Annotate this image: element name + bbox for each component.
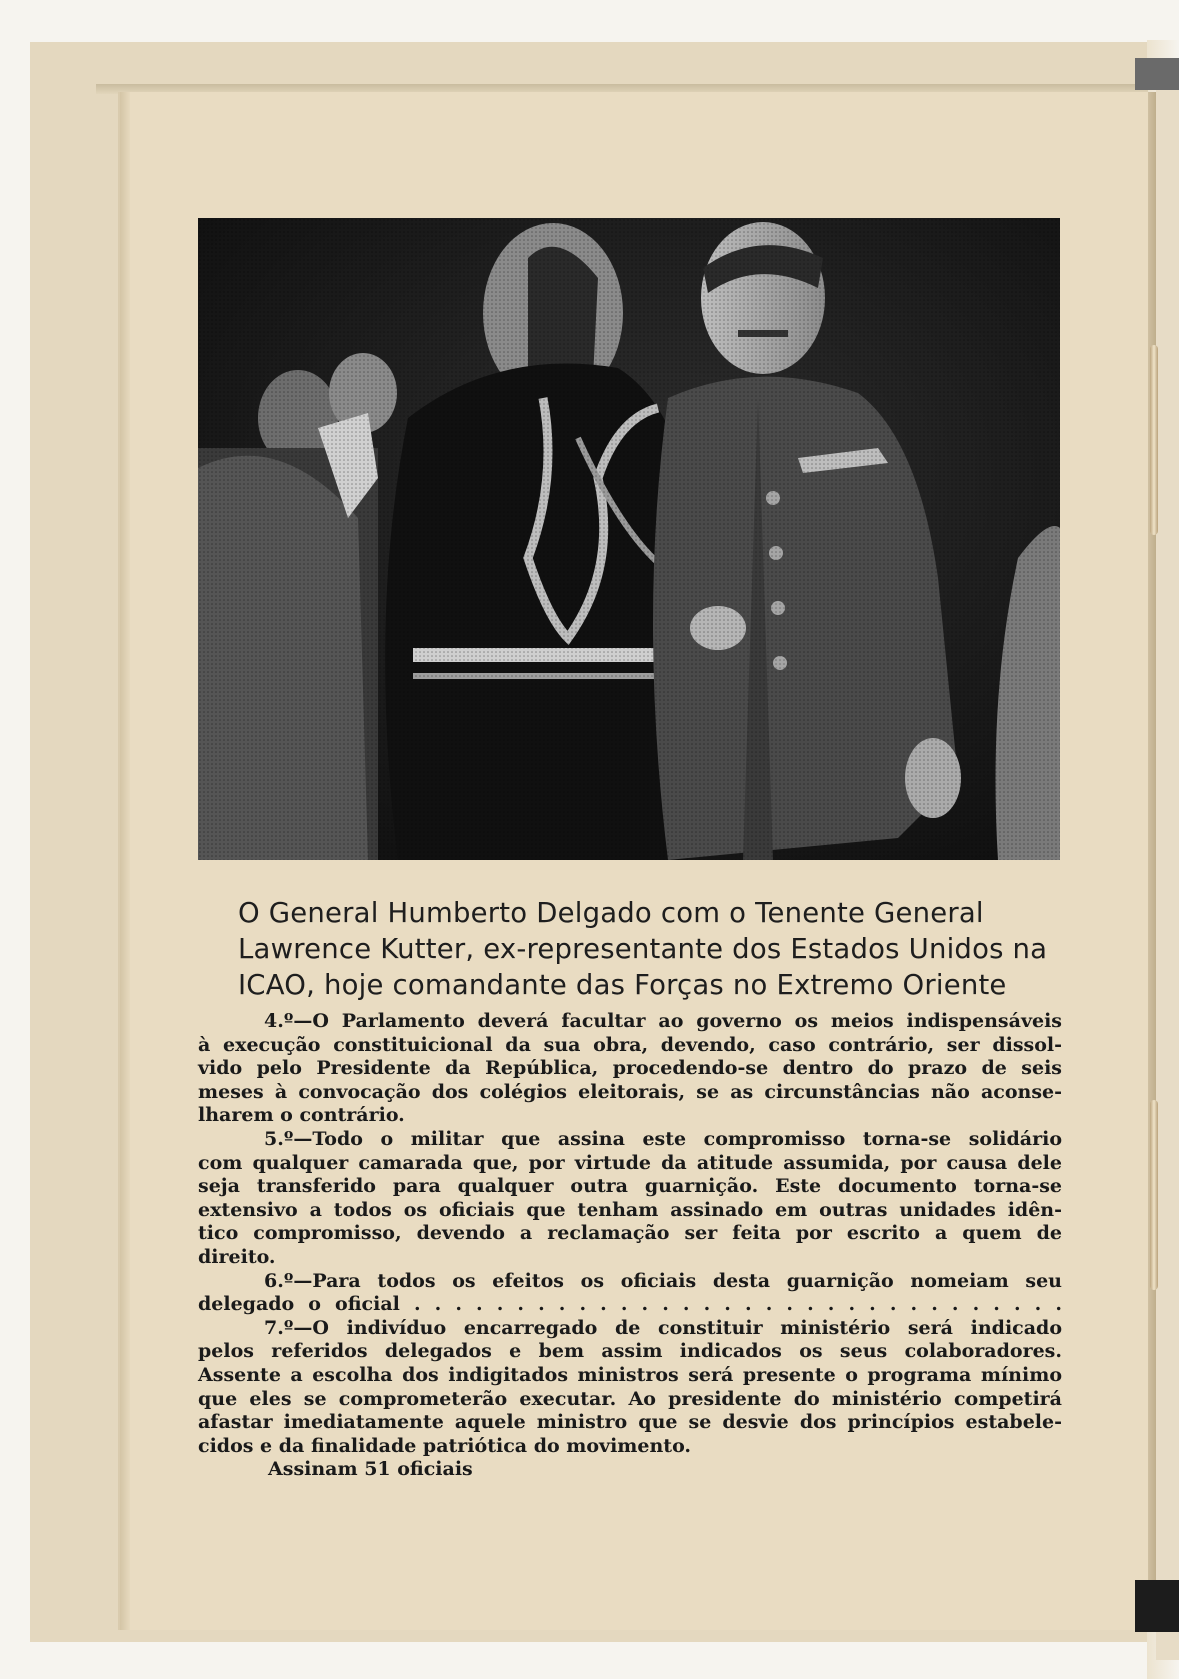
caption-line: O General Humberto Delgado com o Tenente General: [238, 897, 984, 929]
paragraph-4-line: lharem o contrário.: [198, 1104, 405, 1127]
paragraph-5-line: tico compromisso, devendo a reclamação ser feita por escrito a quem de: [198, 1222, 1062, 1245]
paragraph-5-line: direito.: [198, 1245, 276, 1268]
paragraph-7-line: que eles se comprometerão executar. Ao presidente do ministério competirá: [198, 1387, 1062, 1410]
photo-caption: [238, 895, 1048, 1003]
paragraph-5-line: 5.º—Todo o militar que assina este compromisso torna-se solidário: [264, 1127, 1062, 1150]
paragraph-7-line: pelos referidos delegados e bem assim indicados os seus colaboradores.: [198, 1340, 1062, 1363]
next-page-strip: [1156, 60, 1179, 1660]
booklet-spine: [1148, 92, 1156, 1630]
scan-corner-bottom: [1135, 1580, 1179, 1632]
scan-corner-top: [1135, 58, 1179, 90]
page-binding-left: [120, 92, 130, 1630]
paragraph-7-line: Assente a escolha dos indigitados ministros será presente o programa mínimo: [198, 1363, 1062, 1386]
paragraph-5-line: seja transferido para qualquer outra guarnição. Este documento torna-se: [198, 1175, 1062, 1198]
paragraph-5-line: com qualquer camarada que, por virtude da atitude assumida, por causa dele: [198, 1151, 1062, 1174]
paragraph-6-line: 6.º—Para todos os efeitos os oficiais desta guarnição nomeiam seu: [264, 1269, 1062, 1292]
caption-line: Lawrence Kutter, ex-representante dos Estados Unidos na: [238, 933, 1048, 965]
paragraph-4-line: 4.º—O Parlamento deverá facultar ao governo os meios indispensáveis: [264, 1010, 1062, 1032]
halftone-photograph: [198, 218, 1060, 860]
paragraph-7-line: afastar imediatamente aquele ministro que se desvie dos princípios estabele-: [198, 1411, 1062, 1434]
photograph-icon: [198, 218, 1060, 860]
paragraph-4-line: vido pelo Presidente da República, procedendo-se dentro do prazo de seis: [198, 1057, 1062, 1080]
paragraph-4-line: à execução constituicional da sua obra, devendo, caso contrário, ser dissol-: [198, 1033, 1062, 1056]
binding-stitch-top: [1150, 345, 1158, 535]
paragraph-7-line: 7.º—O indivíduo encarregado de constituir ministério será indicado: [264, 1316, 1062, 1339]
signature-line: Assinam 51 oficiais: [268, 1458, 473, 1481]
caption-line: ICAO, hoje comandante das Forças no Extremo Oriente: [238, 969, 1007, 1001]
article-body: [198, 1010, 1062, 1482]
paragraph-7-line: cidos e da finalidade patriótica do movimento.: [198, 1434, 692, 1457]
paragraph-5-line: extensivo a todos os oficiais que tenham assinado em outras unidades idên-: [198, 1198, 1062, 1221]
binding-stitch-bottom: [1150, 1100, 1158, 1290]
paragraph-4-line: meses à convocação dos colégios eleitorais, se as circunstâncias não aconse-: [198, 1080, 1062, 1103]
paragraph-6-line: delegado o oficial . . . . . . . . . . . . . . . . . . . . . . . . . . . . . . . .: [198, 1293, 1062, 1316]
